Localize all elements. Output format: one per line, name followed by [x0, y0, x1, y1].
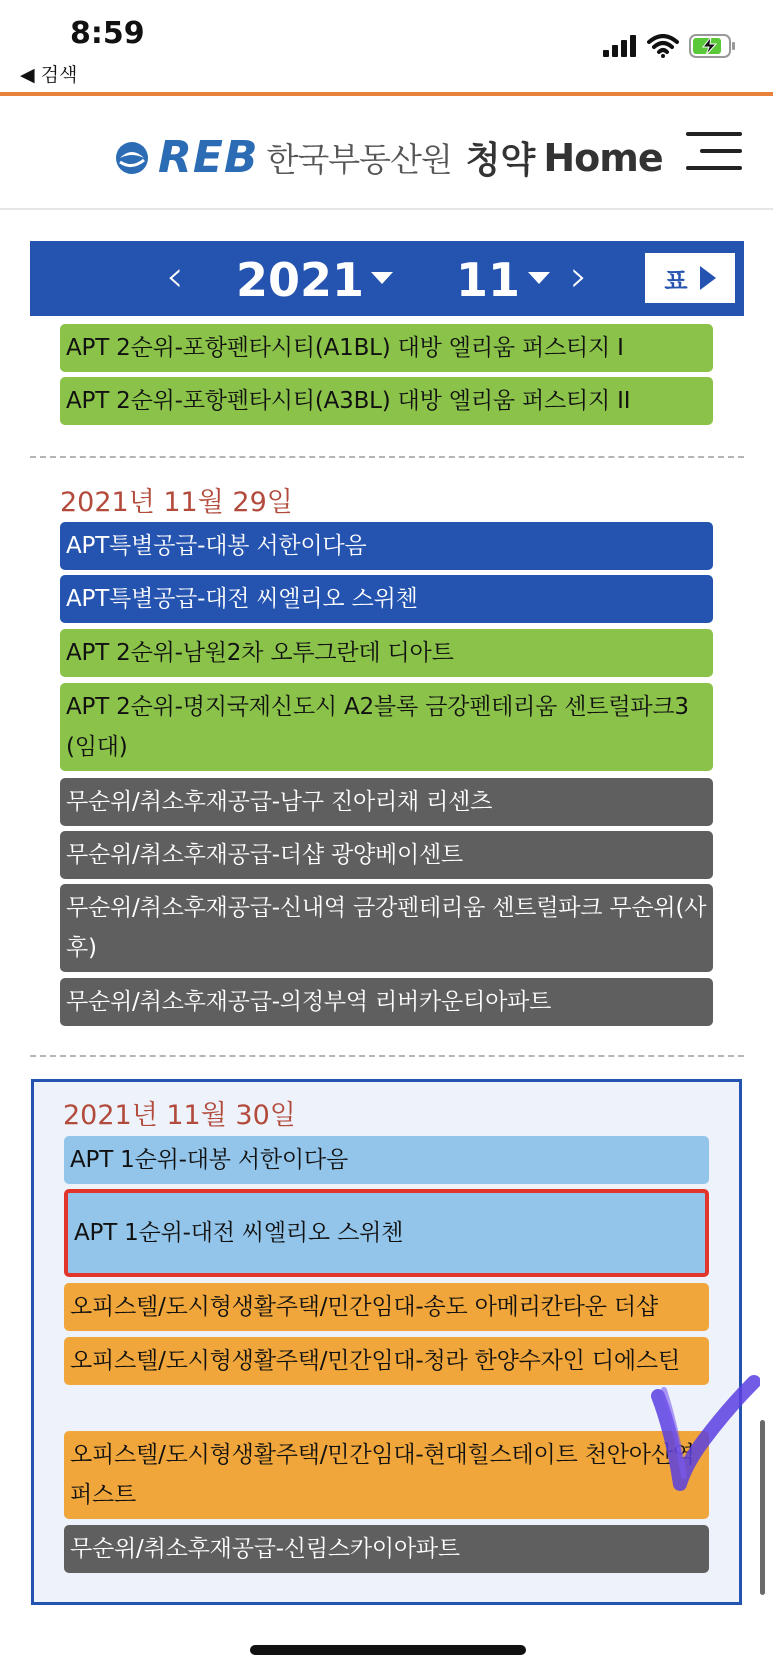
site-logo[interactable] — [114, 132, 663, 183]
schedule-item[interactable]: APT 2순위-포항펜타시티(A3BL) 대방 엘리움 퍼스티지 II — [60, 377, 713, 425]
schedule-item[interactable]: 오피스텔/도시형생활주택/민간임대-현대힐스테이트 천안아산역 퍼스트 — [64, 1431, 709, 1519]
date-heading: 2021년 11월 29일 — [60, 487, 293, 518]
year-dropdown-caret-icon[interactable] — [371, 272, 393, 284]
date-heading: 2021년 11월 30일 — [63, 1100, 296, 1131]
status-bar — [0, 0, 773, 92]
site-header — [0, 96, 773, 210]
date-divider — [30, 1055, 744, 1057]
schedule-item[interactable]: 오피스텔/도시형생활주택/민간임대-송도 아메리칸타운 더샵 — [64, 1283, 709, 1331]
logo-cheongyak: 청약 — [465, 140, 536, 181]
year-select[interactable]: 2021 — [236, 253, 365, 307]
checkmark-annotation-icon — [650, 1372, 760, 1502]
schedule-item[interactable]: 오피스텔/도시형생활주택/민간임대-청라 한양수자인 디에스틴 — [64, 1337, 709, 1385]
reb-logo-icon — [114, 140, 150, 176]
next-month-chevron-icon[interactable]: › — [570, 251, 588, 302]
back-to-search-link[interactable]: ◀ 검색 — [20, 64, 78, 86]
schedule-item[interactable]: APT특별공급-대봉 서한이다음 — [60, 522, 713, 570]
wifi-icon — [647, 34, 679, 58]
month-dropdown-caret-icon[interactable] — [528, 272, 550, 284]
calendar-nav-bar — [30, 241, 744, 316]
schedule-item[interactable]: APT 2순위-명지국제신도시 A2블록 금강펜테리움 센트럴파크3 (임대) — [60, 683, 713, 771]
logo-reb-text: REB — [158, 132, 259, 183]
table-view-button[interactable] — [645, 253, 735, 303]
schedule-item[interactable]: 무순위/취소후재공급-의정부역 리버카운티아파트 — [60, 978, 713, 1026]
battery-charging-icon — [689, 34, 737, 58]
prev-month-chevron-icon[interactable]: ‹ — [166, 251, 184, 302]
status-icons — [603, 34, 737, 58]
schedule-item[interactable]: 무순위/취소후재공급-남구 진아리채 리센츠 — [60, 778, 713, 826]
home-indicator[interactable] — [250, 1645, 526, 1655]
hamburger-menu-icon[interactable] — [686, 128, 742, 174]
play-arrow-icon — [700, 266, 716, 290]
logo-home: Home — [543, 135, 663, 180]
schedule-item[interactable]: APT 2순위-포항펜타시티(A1BL) 대방 엘리움 퍼스티지 I — [60, 324, 713, 372]
schedule-item[interactable]: 무순위/취소후재공급-신림스카이아파트 — [64, 1525, 709, 1573]
schedule-item[interactable]: 무순위/취소후재공급-신내역 금강펜테리움 센트럴파크 무순위(사후) — [60, 884, 713, 972]
table-view-label: 표 — [664, 266, 688, 295]
schedule-item-highlighted[interactable]: APT 1순위-대전 씨엘리오 스위첸 — [64, 1189, 709, 1277]
month-select[interactable]: 11 — [456, 253, 521, 307]
schedule-item[interactable]: 무순위/취소후재공급-더샵 광양베이센트 — [60, 831, 713, 879]
cellular-signal-icon — [603, 35, 637, 57]
scrollbar[interactable] — [760, 1420, 765, 1595]
status-time: 8:59 — [70, 16, 145, 51]
date-divider — [30, 456, 744, 458]
logo-org-name: 한국부동산원 — [266, 140, 452, 179]
schedule-item[interactable]: APT 1순위-대봉 서한이다음 — [64, 1136, 709, 1184]
schedule-item[interactable]: APT 2순위-남원2차 오투그란데 디아트 — [60, 629, 713, 677]
schedule-item[interactable]: APT특별공급-대전 씨엘리오 스위첸 — [60, 575, 713, 623]
